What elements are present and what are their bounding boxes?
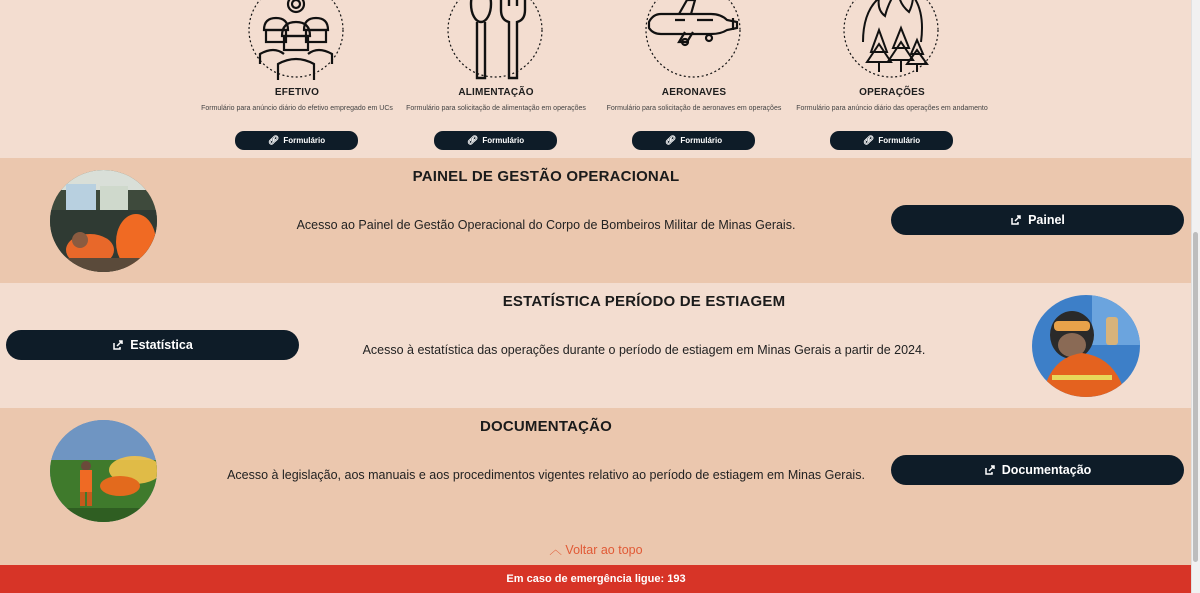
- documentacao-title: DOCUMENTAÇÃO: [479, 418, 613, 435]
- painel-title: PAINEL DE GESTÃO OPERACIONAL: [412, 168, 680, 185]
- formulario-button-alimentacao[interactable]: [434, 131, 557, 150]
- forms-section: [0, 0, 1192, 158]
- painel-text: Acesso ao Painel de Gestão Operacional do Corpo de Bombeiros Militar de Minas Gerais.: [296, 218, 796, 232]
- airplane-icon: [645, 0, 741, 82]
- estatistica-section: [0, 283, 1192, 408]
- documentacao-button[interactable]: [891, 455, 1184, 485]
- scrollbar-thumb[interactable]: [1193, 232, 1198, 562]
- emergency-bar: [0, 565, 1192, 593]
- firefighter-portrait-photo: [1032, 295, 1140, 397]
- formulario-button-operacoes[interactable]: [830, 131, 953, 150]
- formulario-button-label: Formulário: [680, 136, 723, 145]
- painel-button-label: Painel: [1028, 213, 1065, 227]
- firefighting-field-photo: [50, 420, 157, 522]
- external-link-icon: [1010, 214, 1022, 226]
- documentacao-button-label: Documentação: [1001, 463, 1092, 477]
- form-desc-efetivo: Formulário para anúncio diário do efetivo empregado em UCs: [201, 105, 393, 112]
- formulario-button-efetivo[interactable]: [235, 131, 358, 150]
- form-title-aeronaves: AERONAVES: [661, 87, 727, 98]
- fork-spoon-icon: [447, 0, 543, 82]
- formulario-button-label: Formulário: [482, 136, 525, 145]
- link-icon: 🔗︎: [862, 135, 875, 145]
- form-desc-operacoes: Formulário para anúncio diário das operações em andamento: [796, 105, 988, 112]
- form-title-efetivo: EFETIVO: [274, 87, 320, 98]
- back-to-top-link[interactable]: [0, 540, 1192, 558]
- estatistica-button-label: Estatística: [130, 338, 193, 352]
- painel-button[interactable]: [891, 205, 1184, 235]
- link-icon: 🔗︎: [664, 135, 677, 145]
- page-scrollbar[interactable]: [1191, 0, 1200, 593]
- link-icon: 🔗︎: [267, 135, 280, 145]
- external-link-icon: [984, 464, 996, 476]
- emergency-text: Em caso de emergência ligue: 193: [506, 573, 686, 585]
- formulario-button-label: Formulário: [878, 136, 921, 145]
- formulario-button-aeronaves[interactable]: [632, 131, 755, 150]
- form-desc-alimentacao: Formulário para solicitação de alimentação em operações: [406, 105, 586, 112]
- firefighters-icon: [248, 0, 344, 82]
- external-link-icon: [112, 339, 124, 351]
- form-desc-aeronaves: Formulário para solicitação de aeronaves em operações: [606, 105, 782, 112]
- estatistica-title: ESTATÍSTICA PERÍODO DE ESTIAGEM: [502, 293, 786, 310]
- documentacao-text: Acesso à legislação, aos manuais e aos procedimentos vigentes relativo ao período de estiagem em Minas Gerais.: [227, 468, 865, 482]
- back-to-top-label: Voltar ao topo: [565, 543, 643, 557]
- chevron-up-icon: ︿: [549, 543, 562, 557]
- form-title-alimentacao: ALIMENTAÇÃO: [458, 87, 534, 98]
- formulario-button-label: Formulário: [283, 136, 326, 145]
- forest-fire-icon: [843, 0, 939, 82]
- estatistica-button[interactable]: [6, 330, 299, 360]
- link-icon: 🔗︎: [466, 135, 479, 145]
- painel-section: [0, 158, 1192, 283]
- form-title-operacoes: OPERAÇÕES: [859, 87, 925, 98]
- estatistica-text: Acesso à estatística das operações durante o período de estiagem em Minas Gerais a partir de 2024.: [362, 343, 926, 357]
